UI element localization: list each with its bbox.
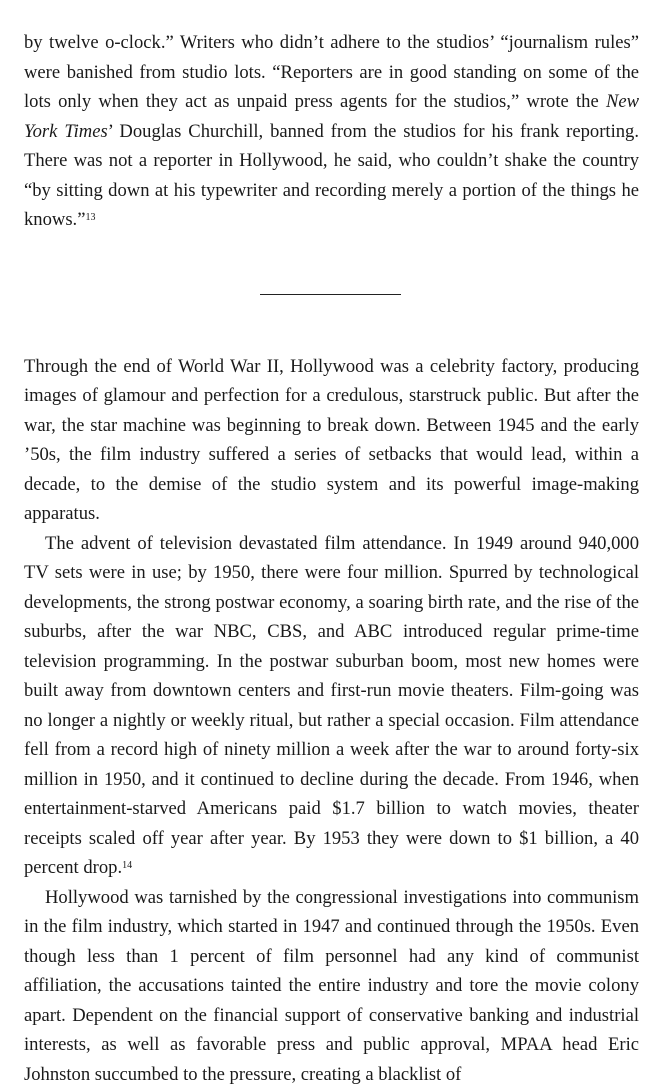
paragraph-celebrity-factory xyxy=(24,352,639,529)
paragraph-television xyxy=(24,529,639,883)
paragraph-text: Hollywood was tarnished by the congressional investigations into communism in the film industry, which started in 1947 and continued through the 1950s. Even though less than 1 percent of film personnel had any kind of communist affiliation, the accusations tainted the entire industry and tore the movie colony apart. Dependent on the financial support of conservative banking and industrial interests, as well as favorable press and public approval, MPAA head Eric Johnston succumbed to the pressure, creating a blacklist of xyxy=(24,887,639,1085)
footnote-ref-13[interactable]: 13 xyxy=(85,212,95,223)
paragraph-text: ’ Douglas Churchill, banned from the studios for his frank reporting. There was not a reporter in Hollywood, he said, who couldn’t shake the country “by sitting down at his typewriter and recording merely a portion of the things he knows.” xyxy=(24,121,639,231)
paragraph-text: by twelve o-clock.” Writers who didn’t adhere to the studios’ “journalism rules” were banished from studio lots. “Reporters are in good standing on some of the lots only when they act as unpaid press agents for the studios,” wrote the xyxy=(24,32,639,112)
paragraph-churchill xyxy=(24,28,639,235)
publication-title: New York Times xyxy=(24,91,639,142)
section-break xyxy=(24,235,639,352)
section-divider-rule xyxy=(260,294,401,295)
paragraph-text: The advent of television devastated film attendance. In 1949 around 940,000 TV sets were in use; by 1950, there were four million. Spurred by technological developments, the strong postwar economy, a soaring birth rate, and the rise of the suburbs, after the war NBC, CBS, and ABC introduced regular prime-time television programming. In the postwar suburban boom, most new homes were built away from downtown centers and first-run movie theaters. Film-going was no longer a nightly or weekly ritual, but rather a special occasion. Film attendance fell from a record high of ninety million a week after the war to around forty-six million in 1950, and it continued to decline during the decade. From 1946, when entertainment-starved Americans paid $1.7 billion to watch movies, theater receipts scaled off year after year. By 1953 they were down to $1 billion, a 40 percent drop. xyxy=(24,533,639,879)
paragraph-investigations xyxy=(24,883,639,1089)
book-page xyxy=(24,28,639,1089)
footnote-ref-14[interactable]: 14 xyxy=(122,860,132,871)
paragraph-text: Through the end of World War II, Hollywood was a celebrity factory, producing images of glamour and perfection for a credulous, starstruck public. But after the war, the star machine was beginning to break down. Between 1945 and the early ’50s, the film industry suffered a series of setbacks that would lead, within a decade, to the demise of the studio system and its powerful image-making apparatus. xyxy=(24,356,639,525)
